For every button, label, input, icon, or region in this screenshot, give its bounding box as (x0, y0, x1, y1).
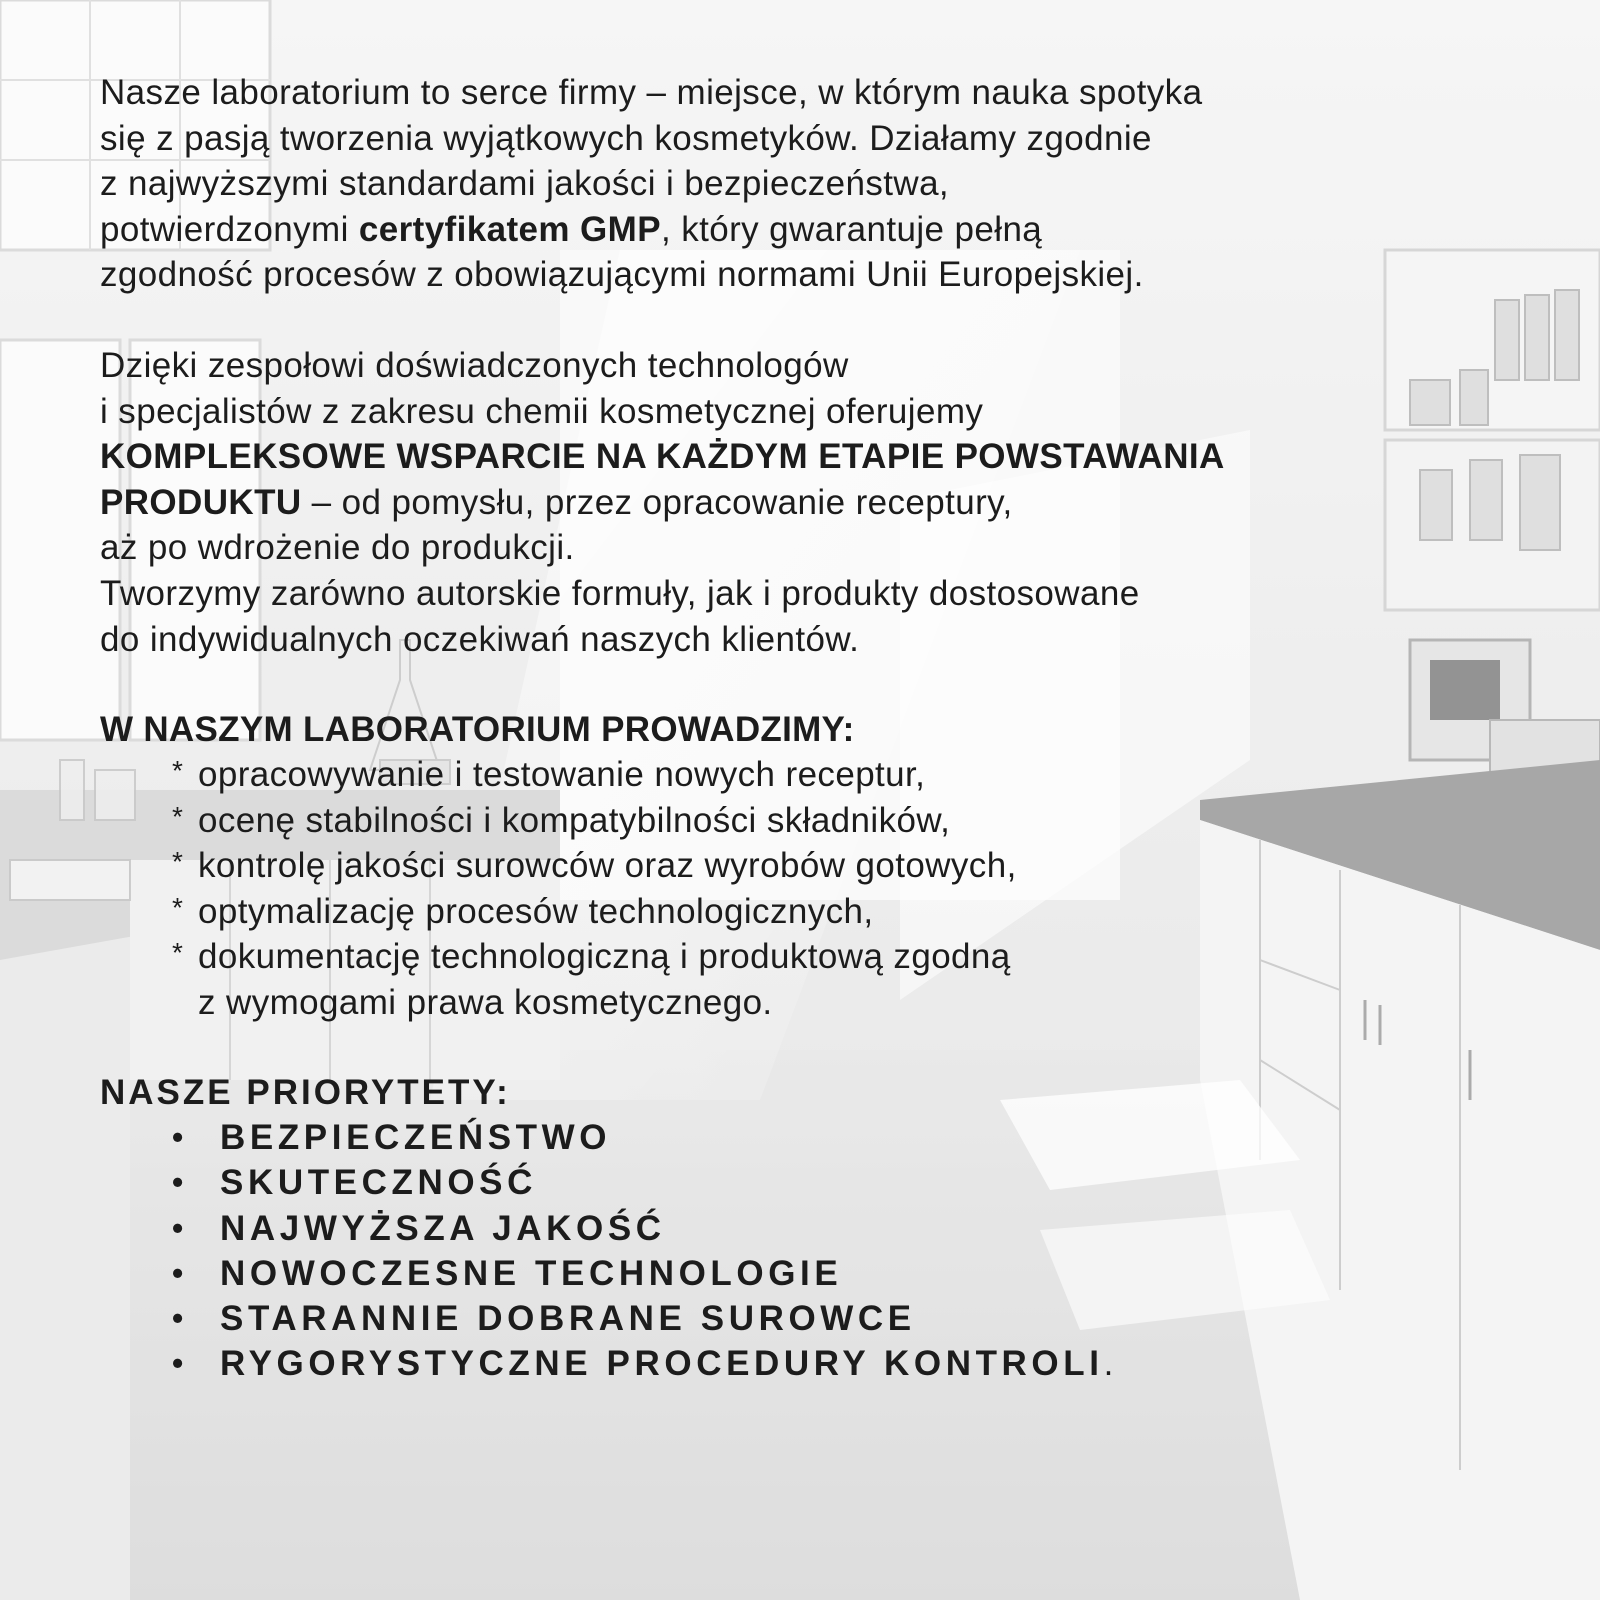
team-line: do indywidualnych oczekiwań naszych klientów. (100, 619, 860, 659)
priorities-list (100, 1115, 1400, 1386)
intro-line: się z pasją tworzenia wyjątkowych kosmetyków. Działamy zgodnie (100, 118, 1152, 158)
list-item: • NAJWYŻSZA JAKOŚĆ (172, 1206, 1400, 1251)
list-item: * ocenę stabilności i kompatybilności składników, (172, 798, 1400, 844)
text-content (100, 70, 1400, 1386)
gmp-certificate-emphasis: certyfikatem GMP (358, 209, 661, 249)
list-item: * optymalizację procesów technologicznych, (172, 889, 1400, 935)
list-item-continuation: z wymogami prawa kosmetycznego. (198, 982, 773, 1022)
intro-line: Nasze laboratorium to serce firmy – miejsce, w którym nauka spotyka (100, 73, 1203, 112)
team-line: – od pomysłu, przez opracowanie receptury, (301, 482, 1013, 522)
list-item: • NOWOCZESNE TECHNOLOGIE (172, 1251, 1400, 1296)
team-paragraph (100, 343, 1400, 662)
team-line: i specjalistów z zakresu chemii kosmetycznej oferujemy (100, 391, 984, 431)
team-line: aż po wdrożenie do produkcji. (100, 528, 575, 568)
list-item: * dokumentację technologiczną i produktową zgodną z wymogami prawa kosmetycznego. (172, 934, 1400, 1025)
services-heading: W NASZYM LABORATORIUM PROWADZIMY: (100, 710, 855, 750)
list-item: * kontrolę jakości surowców oraz wyrobów gotowych, (172, 843, 1400, 889)
team-line: Dzięki zespołowi doświadczonych technologów (100, 345, 849, 385)
intro-line: zgodność procesów z obowiązującymi normami Unii Europejskiej. (100, 255, 1144, 295)
intro-paragraph (100, 70, 1400, 298)
list-item: • STARANNIE DOBRANE SUROWCE (172, 1296, 1400, 1341)
services-list (100, 752, 1400, 1025)
intro-line: , który gwarantuje pełną (660, 209, 1043, 249)
list-item: * opracowywanie i testowanie nowych receptur, (172, 752, 1400, 798)
priorities-heading: NASZE PRIORYTETY: (100, 1073, 511, 1113)
support-emphasis: KOMPLEKSOWE WSPARCIE NA KAŻDYM ETAPIE POWSTAWANIA (100, 437, 1225, 477)
support-emphasis: PRODUKTU (100, 482, 302, 522)
list-item: • BEZPIECZEŃSTWO (172, 1115, 1400, 1160)
intro-line: z najwyższymi standardami jakości i bezpieczeństwa, (100, 164, 950, 204)
list-item: • SKUTECZNOŚĆ (172, 1160, 1400, 1205)
list-item: • RYGORYSTYCZNE PROCEDURY KONTROLI. (172, 1341, 1400, 1386)
team-line: Tworzymy zarówno autorskie formuły, jak i produkty dostosowane (100, 573, 1140, 613)
intro-line: potwierdzonymi (100, 209, 359, 249)
